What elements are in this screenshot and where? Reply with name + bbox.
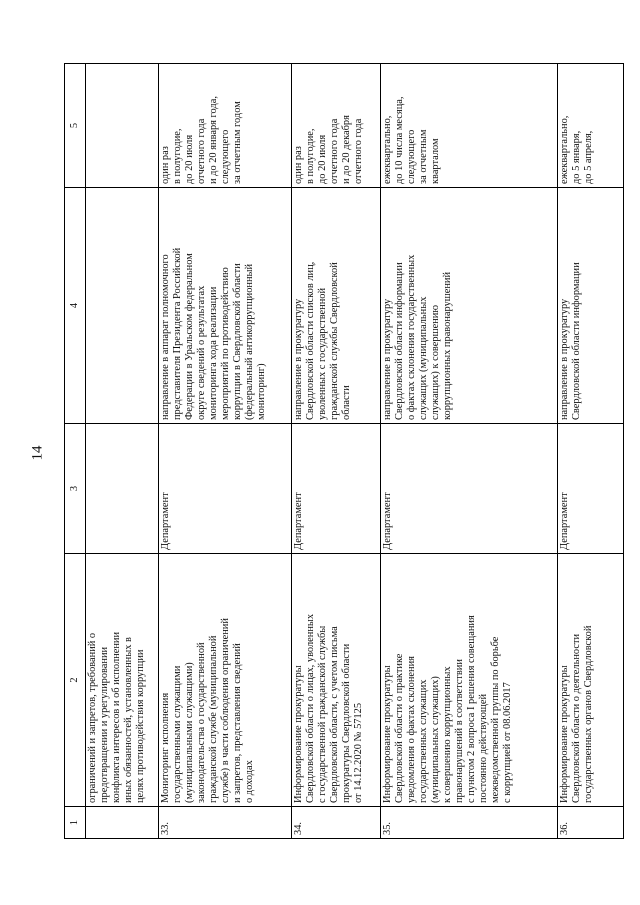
page-number: 14 <box>29 445 46 461</box>
column-header: 4 <box>65 188 86 424</box>
form-cell: направление в прокуратуру Свердловской области информации <box>557 188 624 424</box>
column-header: 5 <box>65 64 86 188</box>
executor-cell: Департамент <box>291 424 380 554</box>
executor-cell <box>86 424 159 554</box>
form-cell <box>86 188 159 424</box>
table-header-row <box>65 64 86 839</box>
measure-cell: Информирование прокуратуры Свердловской области о практике уведомления о фактах склонения государственных служащих (муниципальных служащих) к совершению коррупционных правонарушений в соответствии с пунктом 2 вопроса I решения совещания постоянно действующей межведомственной группы по борьбе с коррупцией от 08.06.2017 <box>380 554 557 807</box>
term-cell <box>86 64 159 188</box>
row-number: 33. <box>158 807 291 839</box>
measure-cell: Информирование прокуратуры Свердловской области о лицах, уволенных с государственной гражданской службы Свердловской области, с учетом письма прокуратуры Свердловской области от 14.12.2020 № 57125 <box>291 554 380 807</box>
column-header: 3 <box>65 424 86 554</box>
term-cell: один раз в полугодие, до 20 июля отчетного года и до 20 декабря отчетного года <box>291 64 380 188</box>
measure-cell: ограничений и запретов, требований о предотвращении и урегулировании конфликта интересов и об исполнении иных обязанностей, установленных в целях противодействия коррупции <box>86 554 159 807</box>
row-number: 35. <box>380 807 557 839</box>
measure-cell: Мониторинг исполнения государственными служащими (муниципальными служащими) законодательства о государственной гражданской службе (муниципальной службе) в части соблюдения ограничений и запретов, представления сведений о доходах <box>158 554 291 807</box>
row-number: 34. <box>291 807 380 839</box>
term-cell: ежеквартально, до 10 числа месяца, следующего за отчетным кварталом <box>380 64 557 188</box>
executor-cell: Департамент <box>380 424 557 554</box>
table-row <box>557 64 624 839</box>
term-cell: один раз в полугодие, до 20 июля отчетного года и до 20 января года, следующего за отчетным годом <box>158 64 291 188</box>
form-cell: направление в прокуратуру Свердловской области списков лиц, уволенных с государственной гражданской службы Свердловской области <box>291 188 380 424</box>
measures-table-container <box>64 64 624 839</box>
table-row <box>86 64 159 839</box>
form-cell: направление в прокуратуру Свердловской области информации о фактах склонения государственных служащих (муниципальных служащих) к совершению коррупционных правонарушений <box>380 188 557 424</box>
term-cell: ежеквартально, до 5 января, до 5 апреля, <box>557 64 624 188</box>
column-header: 1 <box>65 807 86 839</box>
table-row <box>158 64 291 839</box>
table-row <box>291 64 380 839</box>
measures-table <box>64 63 624 839</box>
table-row <box>380 64 557 839</box>
executor-cell: Департамент <box>557 424 624 554</box>
row-number <box>86 807 159 839</box>
executor-cell: Департамент <box>158 424 291 554</box>
measure-cell: Информирование прокуратуры Свердловской области о деятельности государственных органов Свердловской <box>557 554 624 807</box>
column-header: 2 <box>65 554 86 807</box>
row-number: 36. <box>557 807 624 839</box>
form-cell: направление в аппарат полномочного представителя Президента Российской Федерации в Уральском федеральном округе сведений о результатах мониторинга хода реализации мероприятий по противодействию коррупции в Свердловской области (федеральный антикоррупционный мониторинг) <box>158 188 291 424</box>
